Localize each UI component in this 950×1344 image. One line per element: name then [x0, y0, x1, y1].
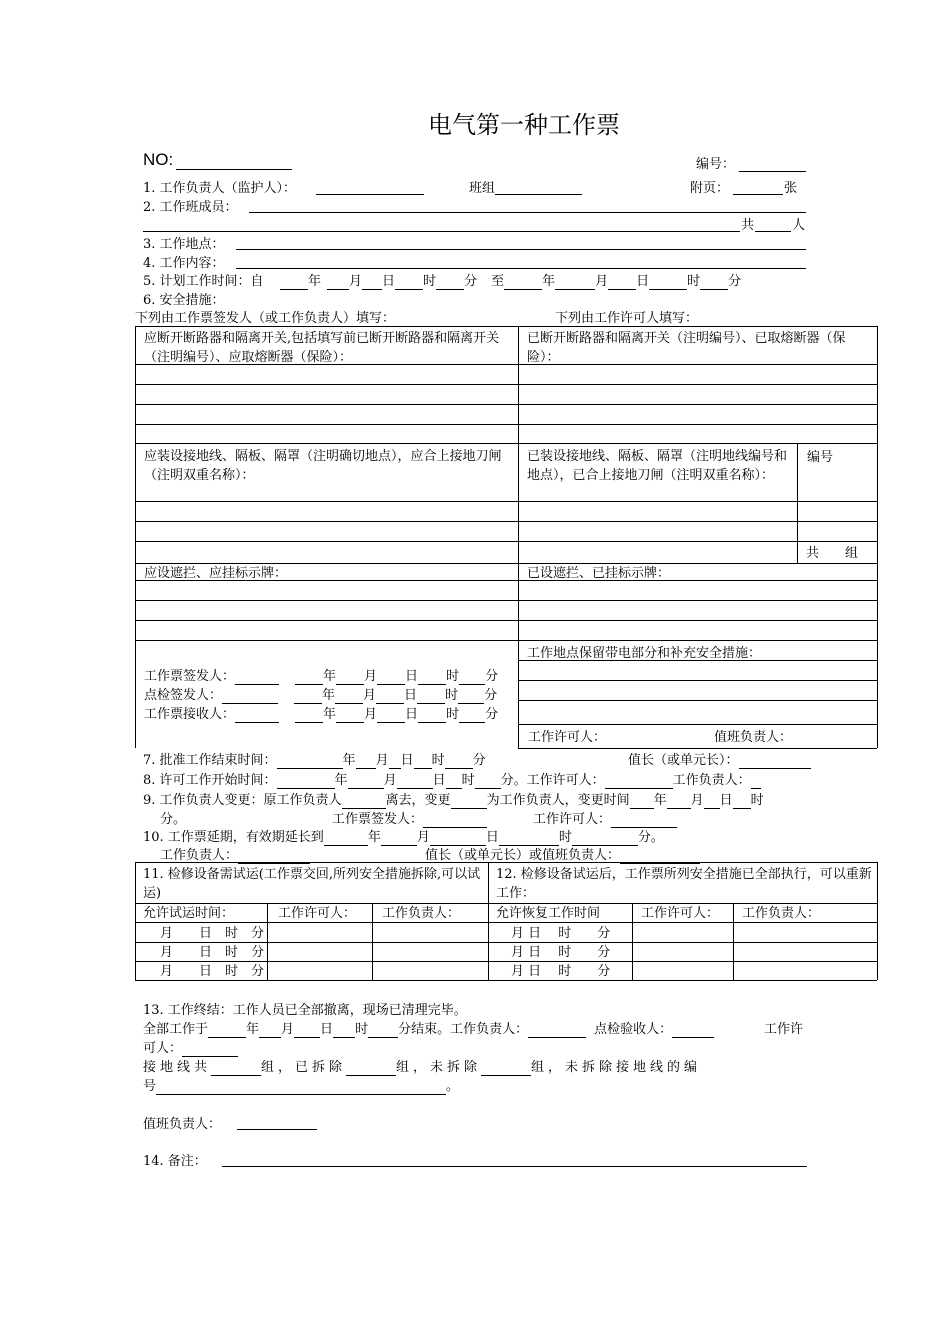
unit: 时: [558, 830, 572, 845]
finish-minute[interactable]: [368, 1023, 398, 1038]
change-hour[interactable]: [733, 794, 751, 809]
change-year[interactable]: [630, 794, 654, 809]
sign-year[interactable]: [295, 670, 323, 685]
unit: 日: [400, 753, 414, 768]
unit: 时: [446, 669, 460, 684]
unit: 时: [431, 753, 445, 768]
line-7: [143, 753, 486, 769]
sec2-left-heading: 应装设接地线、隔板、隔罩（注明确切地点），应合上接地刀闸（注明双重名称）：: [144, 449, 502, 483]
unit: 日: [382, 274, 396, 289]
sec2-number-heading: 编号: [807, 450, 834, 465]
team-field[interactable]: [495, 194, 582, 195]
unit: 分: [484, 688, 498, 703]
change-minute-unit: 分。: [160, 812, 187, 827]
duty-field[interactable]: [237, 1129, 317, 1130]
plan-start-minute[interactable]: [436, 275, 464, 290]
sec11-col-leader: 工作负责人：: [382, 906, 461, 921]
content-label: 4. 工作内容：: [143, 256, 225, 271]
attach-label: 附页：: [690, 181, 730, 196]
location-field[interactable]: [236, 249, 806, 250]
finish-permit-label-2: 可人：: [143, 1041, 183, 1056]
duty-label: 值班负责人：: [143, 1117, 222, 1132]
extend-minute[interactable]: [572, 831, 638, 846]
members-field-2[interactable]: [143, 231, 740, 232]
sign-hour[interactable]: [418, 670, 446, 685]
sign-day[interactable]: [376, 689, 404, 704]
attach-unit: 张: [784, 181, 798, 196]
start-minute[interactable]: [475, 774, 501, 789]
plan-start-year[interactable]: [280, 275, 308, 290]
change-permit-label: 工作许可人：: [533, 812, 612, 827]
unit: 时: [446, 707, 460, 722]
approve-hour[interactable]: [414, 754, 432, 769]
sign-field[interactable]: [222, 689, 278, 704]
unit: 日: [405, 707, 419, 722]
unit: 年: [323, 669, 337, 684]
sign-label: 点检签发人：: [144, 688, 223, 703]
sec3-right-heading: 已设遮拦、已挂标示牌：: [527, 566, 671, 581]
remarks-field[interactable]: [222, 1166, 807, 1167]
sign-row-issuer: [144, 669, 498, 685]
approve-year[interactable]: [277, 754, 343, 769]
unit: 月: [281, 1022, 295, 1037]
change-issuer-label: 工作票签发人：: [332, 812, 424, 827]
change-time-label: 为工作负责人，变更时间: [486, 793, 630, 808]
table-row: 月 日 时 分: [160, 945, 265, 960]
sec11-col-permit: 工作许可人：: [278, 906, 357, 921]
sign-day[interactable]: [377, 670, 405, 685]
unit: 月: [375, 753, 389, 768]
members-field[interactable]: [249, 212, 806, 213]
sign-hour[interactable]: [418, 708, 446, 723]
sec4-right-heading: 工作地点保留带电部分和补充安全措施：: [527, 646, 762, 661]
ground-removed-label: 组，已拆除: [261, 1060, 347, 1075]
unit: 年: [653, 793, 667, 808]
unit: 时: [687, 274, 701, 289]
serial-field[interactable]: [739, 171, 806, 172]
issuer-fill-note: 下列由工作票签发人（或工作负责人）填写：: [135, 311, 396, 326]
duty-person-label: 值班负责人：: [714, 730, 793, 745]
unit: 月: [363, 688, 377, 703]
unit: 日: [404, 688, 418, 703]
unit: 月: [416, 830, 430, 845]
sec2-right-heading: 已装设接地线、隔板、隔罩（注明地线编号和地点），已合上接地刀闸（注明双重名称）：: [527, 449, 788, 483]
unit: 分: [472, 753, 486, 768]
unit: 分。: [637, 830, 664, 845]
table-row: 月 日 时 分: [511, 945, 611, 960]
line-9: [143, 793, 764, 809]
table-row: 月 日 时 分: [511, 964, 611, 979]
sign-day[interactable]: [377, 708, 405, 723]
orig-leader-field[interactable]: [342, 794, 386, 809]
extend-hour[interactable]: [499, 831, 559, 846]
sign-label: 工作票签发人：: [144, 669, 236, 684]
members-count-field[interactable]: [755, 231, 791, 232]
shift-leader-label: 值长（或单元长）：: [628, 753, 739, 768]
planned-time-label: 5. 计划工作时间：自: [143, 274, 264, 289]
new-leader-field[interactable]: [451, 794, 487, 809]
unit: 日: [719, 793, 733, 808]
sec12-col-leader: 工作负责人：: [742, 906, 821, 921]
approve-day[interactable]: [389, 754, 401, 769]
unit: 年: [342, 753, 356, 768]
leader-label: 1. 工作负责人（监护人）：: [143, 181, 297, 196]
plan-start-hour[interactable]: [395, 275, 423, 290]
table-row: 月 日 时 分: [160, 926, 265, 941]
unit: 月: [349, 274, 363, 289]
plan-start-month[interactable]: [327, 275, 349, 290]
sec2-total-label: 共 组: [806, 546, 859, 561]
leader-field[interactable]: [316, 194, 424, 195]
finish-label: 全部工作于: [143, 1022, 209, 1037]
unit: 分: [464, 274, 478, 289]
sign-label: 工作票接收人：: [144, 707, 236, 722]
finish-permit-label: 工作许: [764, 1022, 804, 1037]
start-leader-field[interactable]: [751, 774, 761, 789]
unit: 月: [595, 274, 609, 289]
sign-minute[interactable]: [459, 708, 485, 723]
extend-shift-label: 值长（或单元长）或值班负责人：: [425, 848, 621, 863]
ground-remaining-label: 组，未拆除: [396, 1060, 482, 1075]
ground-label: 接地线共: [143, 1060, 212, 1075]
sec11-heading: 11. 检修设备需试运(工作票交回,所列安全措施拆除,可以试运): [143, 867, 481, 901]
attach-field[interactable]: [733, 194, 783, 195]
start-leader-label: 工作负责人：: [672, 773, 751, 788]
sec3-left-heading: 应设遮拦、应挂标示牌：: [144, 566, 288, 581]
sign-field[interactable]: [235, 670, 279, 685]
sign-row-check: [144, 688, 497, 704]
start-month[interactable]: [348, 774, 384, 789]
unit: 月: [364, 669, 378, 684]
approve-end-label: 7. 批准工作结束时间：: [143, 753, 277, 768]
unit: 至: [491, 274, 505, 289]
members-unit: 人: [792, 218, 806, 233]
form-title: 电气第一种工作票: [428, 111, 620, 139]
unit: 年: [334, 773, 348, 788]
unit: 月: [364, 707, 378, 722]
table-row: 月 日 时 分: [511, 926, 611, 941]
plan-end-month[interactable]: [555, 275, 595, 290]
line-10: [143, 830, 664, 846]
extend-day[interactable]: [430, 831, 486, 846]
unit: 年: [542, 274, 556, 289]
ground-number-field[interactable]: [156, 1080, 446, 1095]
change-month[interactable]: [667, 794, 691, 809]
line-13b: [143, 1022, 714, 1038]
change-permit-field[interactable]: [611, 813, 677, 828]
unit: 年: [323, 707, 337, 722]
plan-end-minute[interactable]: [700, 275, 728, 290]
sign-year[interactable]: [294, 689, 322, 704]
line-8: [143, 773, 761, 789]
leader-change-label: 9. 工作负责人变更：原工作负责人: [143, 793, 342, 808]
unit: 日: [320, 1022, 334, 1037]
unit: 日: [432, 773, 446, 788]
unit: 年: [322, 688, 336, 703]
line-13c: [143, 1060, 701, 1076]
permit-person-label: 工作许可人：: [528, 730, 607, 745]
plan-start-day[interactable]: [362, 275, 382, 290]
ground-number-label: 组，未拆除接地线的编: [531, 1060, 702, 1075]
leave-label: 离去，变更: [385, 793, 451, 808]
extend-leader-label: 工作负责人：: [160, 848, 239, 863]
serial-label: 编号：: [696, 157, 736, 172]
finish-hour[interactable]: [333, 1023, 355, 1038]
sign-minute[interactable]: [459, 670, 485, 685]
table-row: 月 日 时 分: [160, 964, 265, 979]
extend-label: 10. 工作票延期，有效期延长到: [143, 830, 324, 845]
finish-month[interactable]: [259, 1023, 281, 1038]
sign-minute[interactable]: [458, 689, 484, 704]
ground-remaining-field[interactable]: [481, 1061, 531, 1076]
start-hour[interactable]: [446, 774, 462, 789]
unit: 日: [636, 274, 650, 289]
unit: 日: [485, 830, 499, 845]
plan-end-day[interactable]: [608, 275, 636, 290]
start-day[interactable]: [397, 774, 433, 789]
ground-total-field[interactable]: [211, 1061, 261, 1076]
unit: 年: [367, 830, 381, 845]
finish-leader-field[interactable]: [528, 1023, 586, 1038]
ground-number-label-2: 号: [143, 1079, 157, 1094]
finish-year[interactable]: [208, 1023, 246, 1038]
completion-label: 13. 工作终结：工作人员已全部撤离，现场已清理完毕。: [143, 1003, 467, 1018]
unit: 年: [246, 1022, 260, 1037]
sign-field[interactable]: [235, 708, 279, 723]
sec1-right-heading: 已断开断路器和隔离开关（注明编号）、已取熔断器（保险）：: [527, 331, 846, 365]
finish-check-field[interactable]: [672, 1023, 714, 1038]
unit: 年: [308, 274, 322, 289]
sec12-col-permit: 工作许可人：: [641, 906, 720, 921]
unit: 时: [750, 793, 764, 808]
shift-leader-field[interactable]: [739, 754, 811, 769]
extend-year[interactable]: [324, 831, 368, 846]
sign-month[interactable]: [335, 689, 363, 704]
finish-permit-field[interactable]: [182, 1042, 238, 1057]
no-field[interactable]: [176, 169, 292, 170]
members-total-label: 共: [741, 218, 755, 233]
end-mark: 。: [446, 1079, 460, 1094]
change-issuer-field[interactable]: [423, 813, 487, 828]
sign-year[interactable]: [295, 708, 323, 723]
sign-month[interactable]: [336, 670, 364, 685]
sign-hour[interactable]: [417, 689, 445, 704]
safety-label: 6. 安全措施：: [143, 293, 225, 308]
unit: 月: [383, 773, 397, 788]
start-permit-field[interactable]: [605, 774, 673, 789]
change-day[interactable]: [704, 794, 720, 809]
unit: 日: [405, 669, 419, 684]
remarks-label: 14. 备注：: [143, 1154, 207, 1169]
unit: 时: [355, 1022, 369, 1037]
start-time-label: 8. 许可工作开始时间：: [143, 773, 277, 788]
team-label: 班组: [469, 181, 496, 196]
unit: 时: [445, 688, 459, 703]
unit: 分: [485, 707, 499, 722]
start-year[interactable]: [277, 774, 335, 789]
sec12-col-time: 允许恢复工作时间: [496, 906, 601, 921]
sign-month[interactable]: [336, 708, 364, 723]
sec11-col-time: 允许试运时间：: [143, 906, 235, 921]
extend-month[interactable]: [381, 831, 417, 846]
plan-end-hour[interactable]: [649, 275, 687, 290]
start-permit-label: 分。工作许可人：: [500, 773, 605, 788]
unit: 时: [423, 274, 437, 289]
unit: 月: [690, 793, 704, 808]
unit: 分: [728, 274, 742, 289]
location-label: 3. 工作地点：: [143, 237, 225, 252]
approve-month[interactable]: [356, 754, 376, 769]
finish-check-label: 点检验收人：: [594, 1022, 673, 1037]
approve-minute[interactable]: [445, 754, 473, 769]
permit-fill-note: 下列由工作许可人填写：: [555, 311, 699, 326]
no-label: NO:: [143, 150, 174, 169]
ground-removed-field[interactable]: [346, 1061, 396, 1076]
finish-day[interactable]: [294, 1023, 320, 1038]
sec12-heading: 12. 检修设备试运后，工作票所列安全措施已全部执行，可以重新工作：: [496, 867, 872, 901]
sec1-left-heading: 应断开断路器和隔离开关,包括填写前已断开断路器和隔离开关（注明编号）、应取熔断器（保险）：: [144, 331, 500, 365]
unit: 时: [461, 773, 475, 788]
finish-leader-label: 分结束。工作负责人：: [398, 1022, 529, 1037]
members-label: 2. 工作班成员：: [143, 200, 238, 215]
content-field[interactable]: [236, 268, 806, 269]
plan-end-year[interactable]: [504, 275, 542, 290]
unit: 分: [485, 669, 499, 684]
sign-row-receiver: [144, 707, 498, 723]
